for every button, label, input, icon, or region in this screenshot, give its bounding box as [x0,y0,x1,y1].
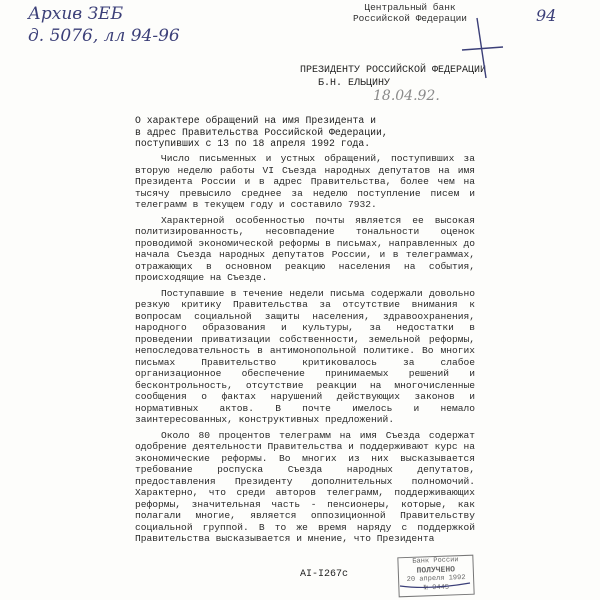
stamp-line: 20 апреля 1992 [406,573,466,585]
subject-line: поступивших с 13 по 18 апреля 1992 года. [135,138,371,149]
stamp-line: Банк России [412,556,459,566]
handwritten-page-number: 94 [536,6,557,25]
addressee-title: ПРЕЗИДЕНТУ РОССИЙСКОЙ ФЕДЕРАЦИИ [300,65,487,76]
stamp-line: ПОЛУЧЕНО [416,565,456,576]
document-code: АІ-І267с [300,569,349,580]
pen-underline-mark [400,583,470,587]
handwritten-archive-reference: д. 5076, лл 94-96 [28,26,180,46]
body-paragraph: Характерной особенностью почты является ее высокая политизированность, несовпадение тональности оценок проводимой экономической реформы в письмах, направленных до начала Съезда народных депутатов России, и в телеграммах, отражающих в основном реакцию населения на события, происходящие на Съезде. [135,214,475,283]
pen-cross-mark [462,18,503,78]
handwritten-archive-note: Архив ЗЕБ [28,4,124,24]
body-paragraph: Число письменных и устных обращений, поступивших за вторую неделю работы VI Съезда народных депутатов на имя Президента России и в адрес Правительства, более чем на тысячу превысило среднее за неделю поступление писем и телеграмм в текущем году и составило 7932. [135,153,475,210]
stamp-line: № 9445 [423,583,450,593]
handwritten-date: 18.04.92. [373,88,440,104]
subject-line: О характере обращений на имя Президента и [135,115,377,126]
addressee-name: Б.Н. ЕЛЬЦИНУ [318,78,391,89]
letterhead-line2: Российской Федерации [352,13,468,24]
body-paragraph: Около 80 процентов телеграмм на имя Съезда содержат одобрение деятельности Правительства и поддерживают курс на экономические реформы. Во многих из них высказывается требование роспуска Съезда народных депутатов, предоставления Президенту дополнительных полномочий. Характерно, что среди авторов телеграмм, поддерживающих реформы, значительная часть - пенсионеры, которые, как полагали многие, является оппозиционной Правительству социальной группой. В то же время наряду с поддержкой Правительства высказывается и мнение, что Президента [135,429,475,544]
letterhead-line1: Центральный банк [364,2,456,13]
body-paragraph: Поступавшие в течение недели письма содержали довольно резкую критику Правительства за отсутствие внимания к вопросам социальной защиты населения, здравоохранения, народного образования и культуры, за недостатки в проведении приватизации собственности, земельной реформы, непоследовательность в антимонопольной политике. Во многих письмах Правительство критиковалось за слабое организационное обеспечение принимаемых решений и бесконтрольность, отсутствие реакции на многочисленные сообщения о фактах нарушений действующих законов и нормативных актов. В почте имелось и немало заинтересованных, конструктивных предложений. [135,287,475,425]
subject-line: в адрес Правительства Российской Федерации, [135,126,388,138]
